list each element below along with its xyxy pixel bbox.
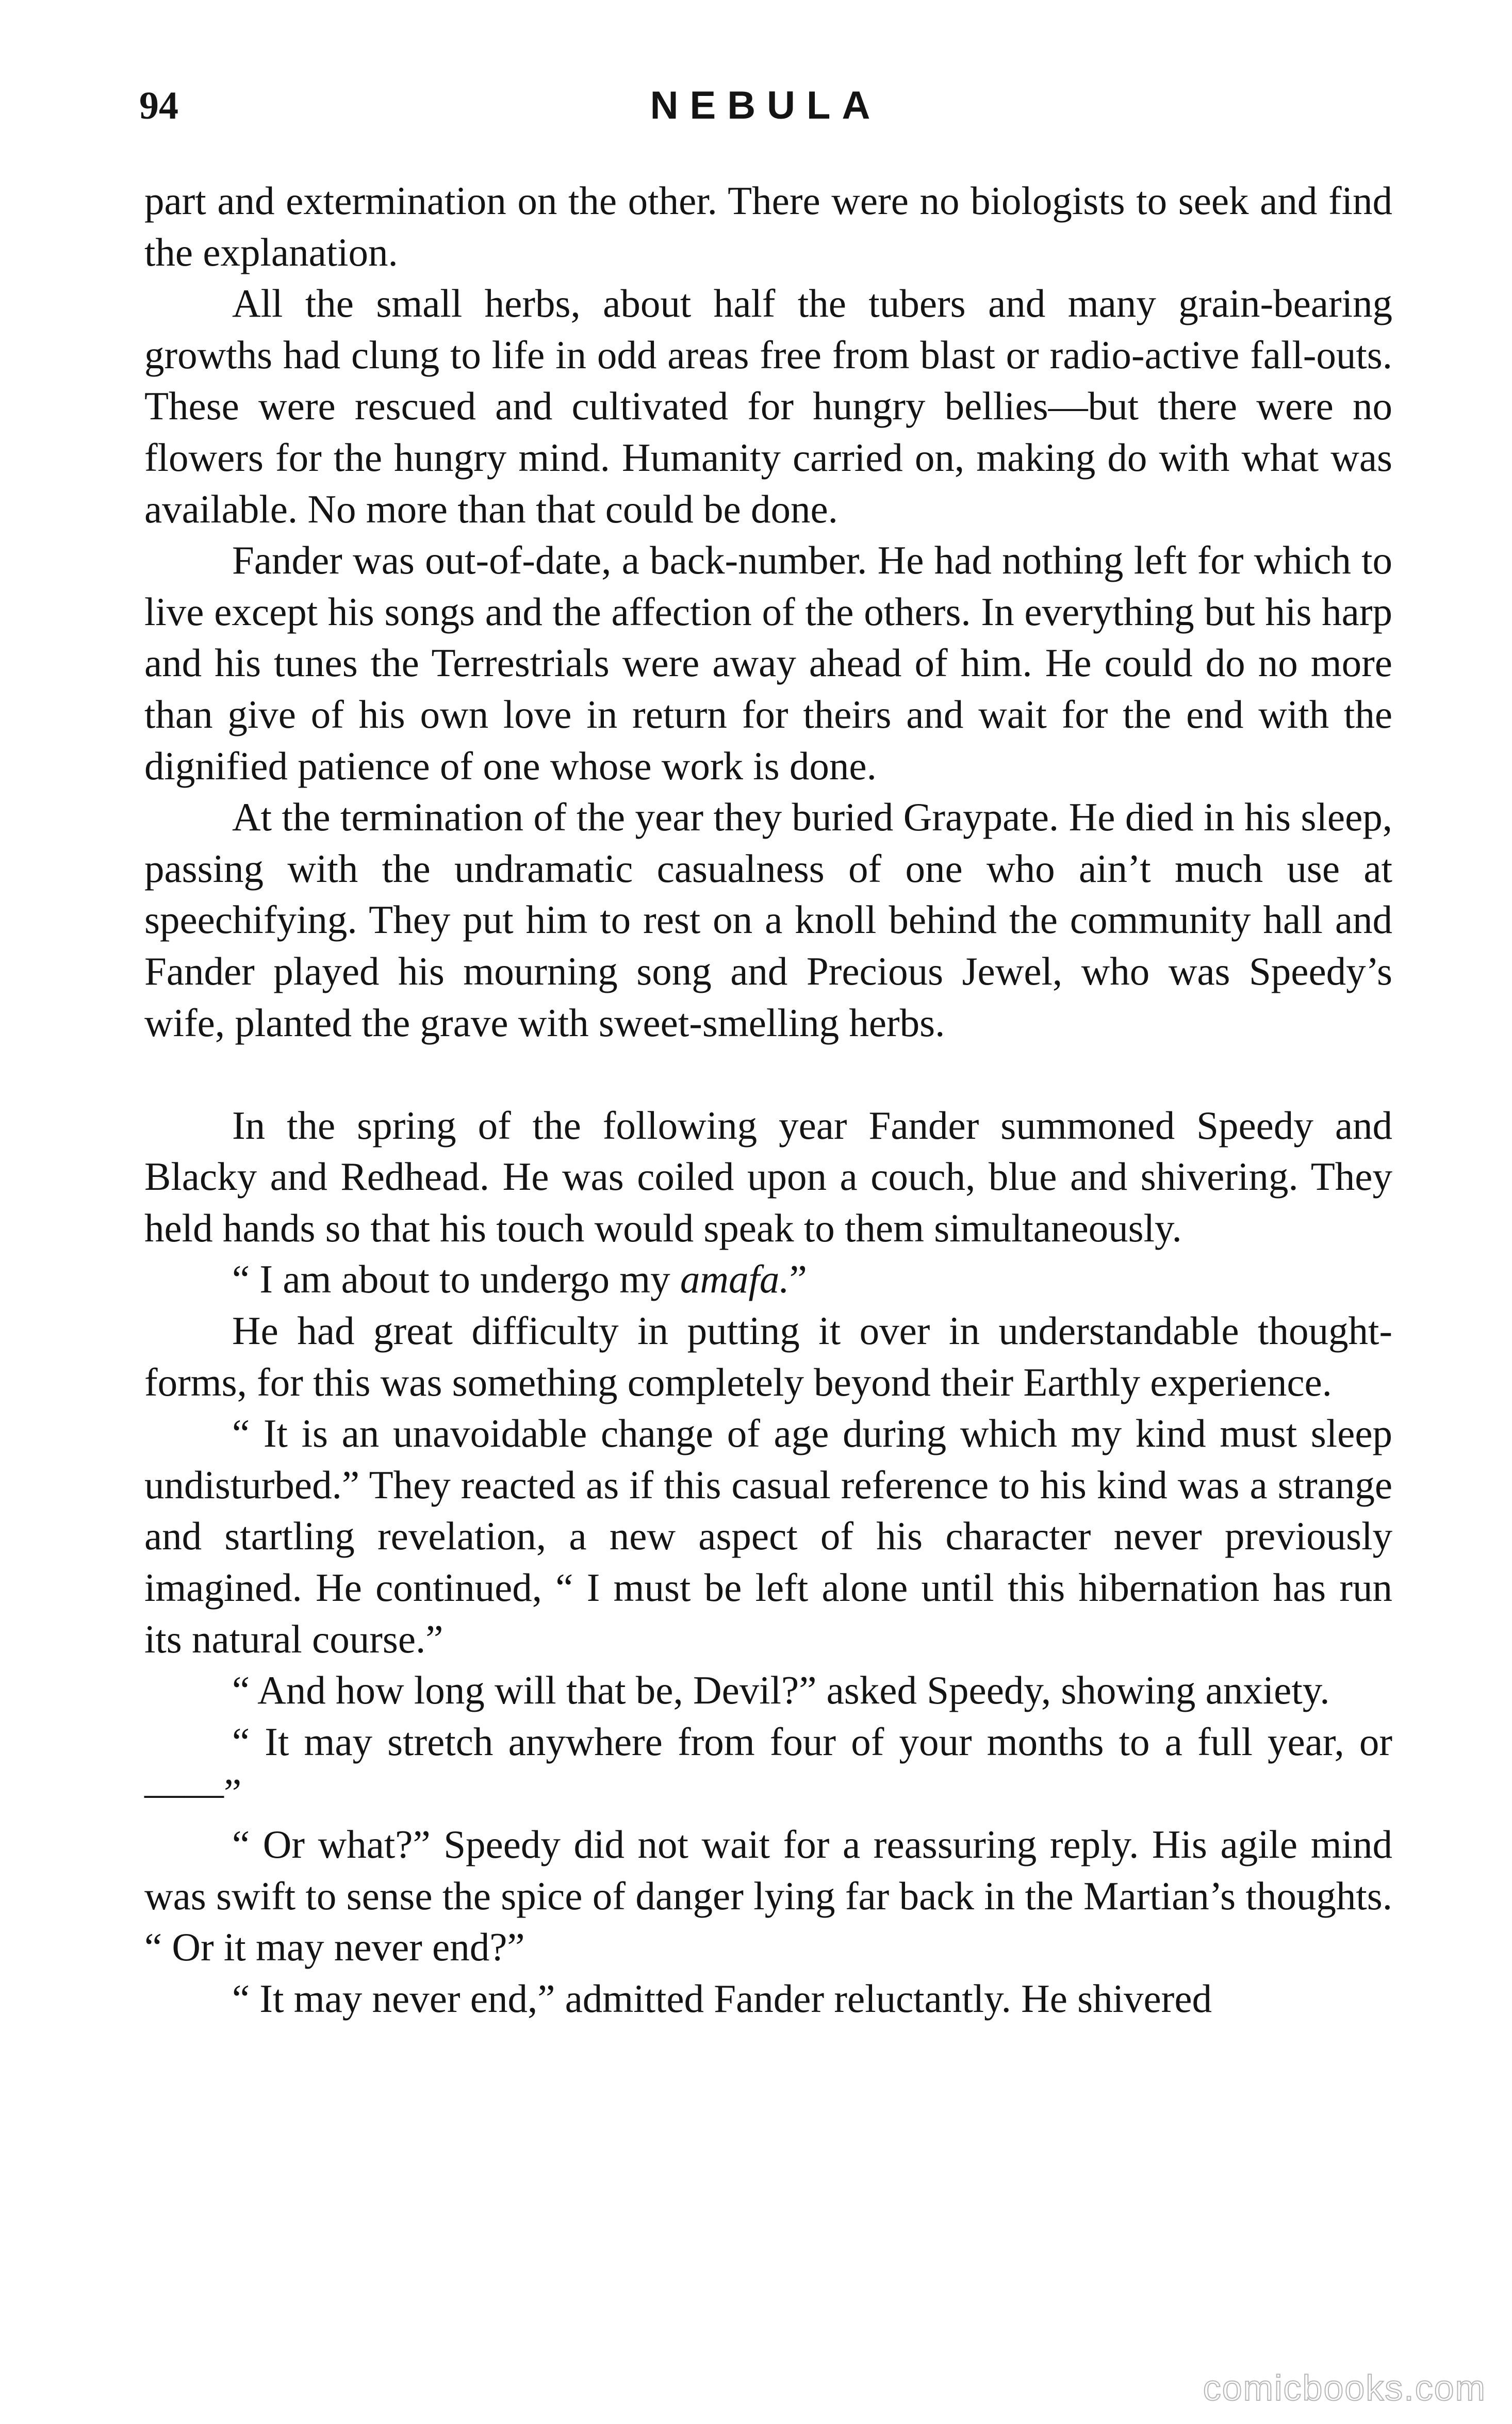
watermark: comicbooks.com: [1203, 2368, 1486, 2408]
paragraph: “ Or what?” Speedy did not wait for a reassuring reply. His agile mind was swift to sense the spice of danger lying far back in the Martian’s thoughts. “ Or it may never end?”: [144, 1822, 1392, 1970]
paragraph: “ And how long will that be, Devil?” asked Speedy, showing anxiety.: [232, 1668, 1330, 1713]
paragraph: “ It is an unavoidable change of age during which my kind must sleep undisturbed.” They reacted as if this casual reference to his kind was a strange and startling revelation, a new aspect of his character never previously imagined. He continued, “ I must be left alone until this hibernation has run its natural course.”: [144, 1411, 1392, 1661]
paragraph: “ It may stretch anywhere from four of your months to a full year, or——”: [144, 1719, 1392, 1815]
page-number: 94: [139, 84, 178, 127]
paragraph: All the small herbs, about half the tubers and many grain-bearing growths had clung to life in odd areas free from blast or radio-active fall-outs. These were rescued and cultivated for hungry bellies—but there were no flowers for the hungry mind. Humanity carried on, making do with what was available. No more than that could be done.: [144, 281, 1392, 531]
running-title: NEBULA: [650, 84, 882, 127]
emphasized-word: amafa.: [680, 1257, 790, 1302]
body-text: [144, 175, 1392, 2024]
paragraph: Fander was out-of-date, a back-number. He had nothing left for which to live except his songs and the affection of the others. In everything but his harp and his tunes the Terrestrials were away ahead of him. He could do no more than give of his own love in return for theirs and wait for the end with the dignified patience of one whose work is done.: [144, 538, 1392, 788]
dialogue-text: “ I am about to undergo my: [232, 1257, 680, 1302]
paragraph: He had great difficulty in putting it over in understandable thought-forms, for this was something completely beyond their Earthly experience.: [144, 1308, 1392, 1404]
dialogue-text: ”: [789, 1257, 807, 1302]
paragraph: In the spring of the following year Fander summoned Speedy and Blacky and Redhead. He was coiled upon a couch, blue and shivering. They held hands so that his touch would speak to them simultaneously.: [144, 1103, 1392, 1250]
paragraph: part and extermination on the other. There were no biologists to seek and find the explanation.: [144, 178, 1392, 274]
dialogue-paragraph: [144, 1254, 1392, 1305]
paragraph: At the termination of the year they buried Graypate. He died in his sleep, passing with the undramatic casualness of one who ain’t much use at speechifying. They put him to rest on a knoll behind the community hall and Fander played his mourning song and Precious Jewel, who was Speedy’s wife, planted the grave with sweet-smelling herbs.: [144, 795, 1392, 1045]
section-break: [144, 1049, 1392, 1100]
paragraph: “ It may never end,” admitted Fander reluctantly. He shivered: [232, 1976, 1212, 2021]
page-header: [139, 77, 1392, 134]
